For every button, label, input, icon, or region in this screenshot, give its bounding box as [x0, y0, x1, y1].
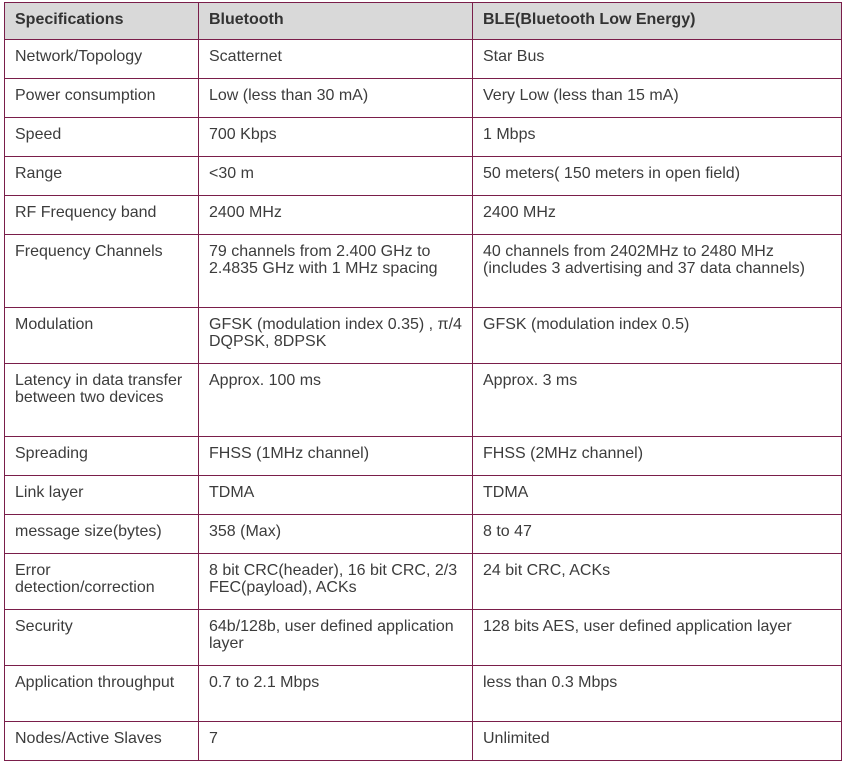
spec-cell: Power consumption — [5, 79, 199, 118]
bluetooth-cell: 700 Kbps — [199, 118, 473, 157]
bluetooth-cell: <30 m — [199, 157, 473, 196]
ble-cell: 40 channels from 2402MHz to 2480 MHz (includes 3 advertising and 37 data channels) — [473, 235, 842, 308]
bluetooth-cell: FHSS (1MHz channel) — [199, 437, 473, 476]
ble-cell: TDMA — [473, 476, 842, 515]
bluetooth-cell: 64b/128b, user defined application layer — [199, 610, 473, 666]
spec-cell: Network/Topology — [5, 40, 199, 79]
ble-cell: 128 bits AES, user defined application layer — [473, 610, 842, 666]
ble-cell: 50 meters( 150 meters in open field) — [473, 157, 842, 196]
table-row — [5, 437, 842, 476]
table-row — [5, 554, 842, 610]
table-row — [5, 610, 842, 666]
table-row — [5, 235, 842, 308]
table-row — [5, 308, 842, 364]
ble-cell: less than 0.3 Mbps — [473, 666, 842, 722]
bluetooth-cell: 2400 MHz — [199, 196, 473, 235]
spec-cell: Spreading — [5, 437, 199, 476]
table-row — [5, 40, 842, 79]
ble-cell: 24 bit CRC, ACKs — [473, 554, 842, 610]
table-row — [5, 515, 842, 554]
ble-cell: 1 Mbps — [473, 118, 842, 157]
bluetooth-cell: Approx. 100 ms — [199, 364, 473, 437]
bluetooth-cell: 8 bit CRC(header), 16 bit CRC, 2/3 FEC(payload), ACKs — [199, 554, 473, 610]
bluetooth-cell: 79 channels from 2.400 GHz to 2.4835 GHz with 1 MHz spacing — [199, 235, 473, 308]
ble-cell: Unlimited — [473, 722, 842, 761]
header-ble: BLE(Bluetooth Low Energy) — [473, 3, 842, 40]
bluetooth-cell: TDMA — [199, 476, 473, 515]
spec-cell: Application throughput — [5, 666, 199, 722]
bluetooth-cell: Scatternet — [199, 40, 473, 79]
spec-cell: Link layer — [5, 476, 199, 515]
ble-cell: Approx. 3 ms — [473, 364, 842, 437]
bluetooth-cell: 7 — [199, 722, 473, 761]
header-bluetooth: Bluetooth — [199, 3, 473, 40]
comparison-table — [4, 2, 842, 761]
spec-cell: Security — [5, 610, 199, 666]
bluetooth-cell: Low (less than 30 mA) — [199, 79, 473, 118]
header-specifications: Specifications — [5, 3, 199, 40]
header-row — [5, 3, 842, 40]
table-row — [5, 364, 842, 437]
spec-cell: RF Frequency band — [5, 196, 199, 235]
table-row — [5, 118, 842, 157]
ble-cell: FHSS (2MHz channel) — [473, 437, 842, 476]
spec-cell: Frequency Channels — [5, 235, 199, 308]
spec-cell: Latency in data transfer between two devices — [5, 364, 199, 437]
ble-cell: 2400 MHz — [473, 196, 842, 235]
table-row — [5, 79, 842, 118]
ble-cell: Star Bus — [473, 40, 842, 79]
table-row — [5, 666, 842, 722]
spec-cell: Error detection/correction — [5, 554, 199, 610]
spec-cell: message size(bytes) — [5, 515, 199, 554]
ble-cell: 8 to 47 — [473, 515, 842, 554]
table-row — [5, 157, 842, 196]
spec-cell: Nodes/Active Slaves — [5, 722, 199, 761]
table-row — [5, 196, 842, 235]
spec-cell: Range — [5, 157, 199, 196]
spec-cell: Speed — [5, 118, 199, 157]
bluetooth-cell: GFSK (modulation index 0.35) , π/4 DQPSK, 8DPSK — [199, 308, 473, 364]
table-row — [5, 476, 842, 515]
spec-cell: Modulation — [5, 308, 199, 364]
bluetooth-cell: 0.7 to 2.1 Mbps — [199, 666, 473, 722]
table-row — [5, 722, 842, 761]
ble-cell: Very Low (less than 15 mA) — [473, 79, 842, 118]
ble-cell: GFSK (modulation index 0.5) — [473, 308, 842, 364]
bluetooth-cell: 358 (Max) — [199, 515, 473, 554]
